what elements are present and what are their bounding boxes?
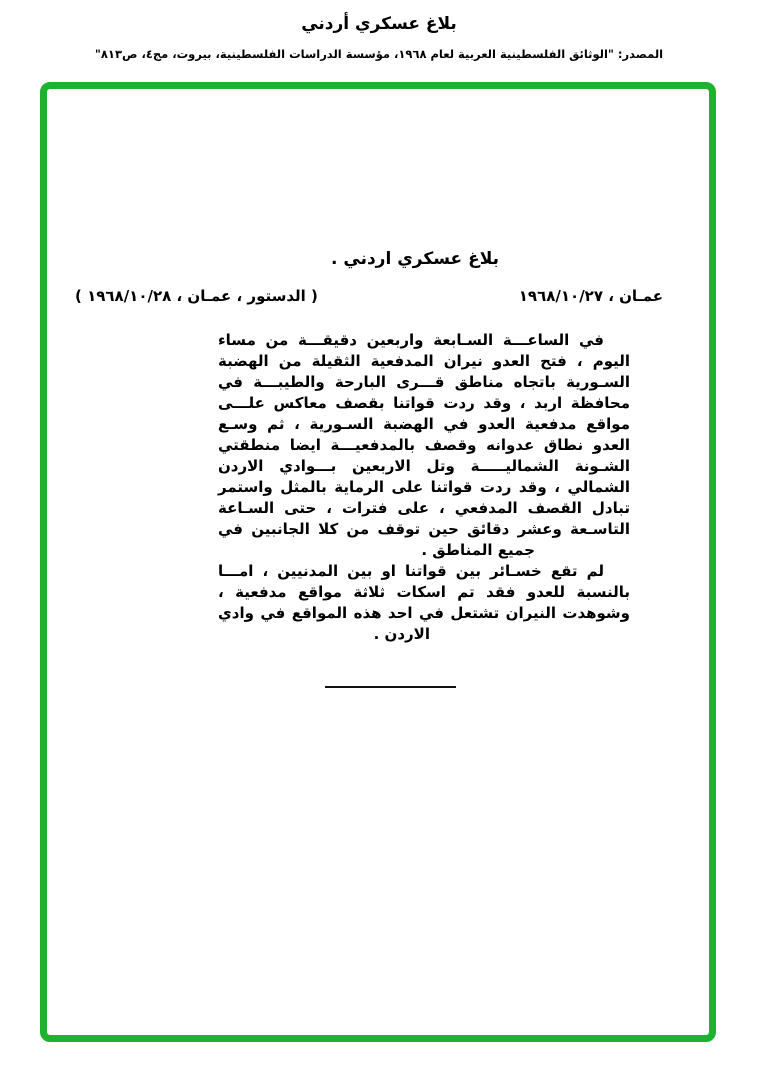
body-line: تبادل القصف المدفعي ، على فترات ، حتى السـاعة xyxy=(218,499,630,517)
body-line: محافظة اربد ، وقد ردت قواتنا بقصف معاكس علـــى xyxy=(218,394,630,412)
document-title: بلاغ عسكري اردني . xyxy=(331,249,499,269)
dateline-place-date: عمـان ، ١٩٦٨/١٠/٢٧ xyxy=(518,287,663,305)
page-header-title: بلاغ عسكري أردني xyxy=(301,14,457,34)
body-line: بالنسبة للعدو فقد تم اسكات ثلاثة مواقع مدفعية ، xyxy=(218,583,630,601)
body-line: التاسـعة وعشر دقائق حين توقف من كلا الجانبين في xyxy=(218,520,630,538)
body-line: العدو نطاق عدوانه وقصف بالمدفعيـــة ايضا منطقتي xyxy=(218,436,630,454)
document-body xyxy=(218,330,630,645)
source-citation: المصدر: "الوثائق الفلسطينية العربية لعام ١٩٦٨، مؤسسة الدراسات الفلسطينية، بيروت، مج٤، ص٨١٣" xyxy=(94,47,664,61)
body-line: لم تقع خسـائر بين قواتنا او بين المدنيين ، امـــا xyxy=(218,562,604,580)
body-line: الشـونة الشماليـــــة وتل الاربعين بـــوادي الاردن xyxy=(218,457,630,475)
body-line: مواقع مدفعية العدو في الهضبة السـورية ، ثم وسـع xyxy=(218,415,630,433)
body-line: الاردن . xyxy=(373,625,430,643)
body-line: جميع المناطق . xyxy=(421,541,535,559)
divider-line xyxy=(325,686,456,688)
dateline-attribution: ( الدستور ، عمـان ، ١٩٦٨/١٠/٢٨ ) xyxy=(75,287,318,305)
body-line: اليوم ، فتح العدو نيران المدفعية الثقيلة من الهضبة xyxy=(218,352,630,370)
dateline xyxy=(75,287,663,305)
body-line: في الساعـــة السـابعة واربعين دقيقـــة من مساء xyxy=(218,331,604,349)
body-line: الشمالي ، وقد ردت قواتنا على الرماية بالمثل واستمر xyxy=(218,478,630,496)
body-line: السـورية باتجاه مناطق قـــرى البارحة والطيبـــة في xyxy=(218,373,630,391)
body-line: وشوهدت النيران تشتعل في احد هذه المواقع في وادي xyxy=(218,604,630,622)
